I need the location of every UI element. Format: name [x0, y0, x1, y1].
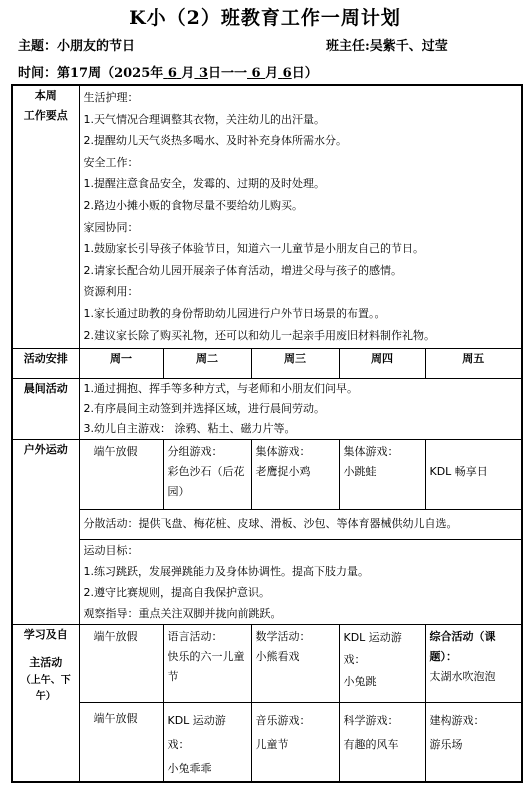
- study-r2-fri: 建构游戏： 游乐场: [425, 702, 522, 782]
- outdoor-label: 户外运动: [12, 439, 79, 624]
- morning-line: 3.幼儿自主游戏： 涂鸦、粘土、磁力片等。: [83, 421, 296, 435]
- outdoor-scattered-row: [12, 509, 522, 539]
- outdoor-thu: 集体游戏： 小跳蛙: [339, 439, 425, 509]
- study-r1-tue: 语言活动： 快乐的六一儿童节: [163, 624, 251, 702]
- time-line: [18, 62, 318, 81]
- page-title: K小（2）班教育工作一周计划: [129, 7, 401, 29]
- time-sep: 日一一: [207, 66, 247, 81]
- outdoor-mon: 端午放假: [79, 439, 163, 509]
- outdoor-scattered: 分散活动：提供飞盘、梅花桩、皮球、滑板、沙包、等体育器械供幼儿自选。: [79, 509, 522, 539]
- study-r2-mon: 端午放假: [79, 702, 163, 782]
- time-start-month: 6: [167, 66, 177, 81]
- morning-row: [12, 378, 522, 439]
- study-r1-fri: 综合活动（课题）： 太湖水吹泡泡: [425, 624, 522, 702]
- morning-line: 2.有序晨间主动签到并选择区域，进行晨间劳动。: [83, 401, 325, 415]
- study-r2-tue: KDL 运动游戏： 小兔乖乖: [163, 702, 251, 782]
- morning-line: 1.通过拥抱、挥手等多种方式，与老师和小朋友们问早。: [83, 381, 358, 395]
- day-header-wed: 周三: [251, 348, 339, 378]
- focus-content: [79, 85, 522, 348]
- study-r1-mon: 端午放假: [79, 624, 163, 702]
- focus-line: 1.鼓励家长引导孩子体验节日，知道六一儿童节是小朋友自己的节日。: [83, 242, 424, 256]
- study-row-2: [12, 702, 522, 782]
- focus-line: 1.家长通过助教的身份帮助幼儿园进行户外节日场景的布置。。: [83, 306, 386, 320]
- focus-line: 2.建议家长除了购买礼物，还可以和幼儿一起亲手用废旧材料制作礼物。: [83, 328, 435, 342]
- focus-label: 本周 工作要点: [12, 85, 79, 348]
- schedule-label: 活动安排: [12, 348, 79, 378]
- time-start-day: 3: [198, 66, 208, 81]
- focus-row: [12, 85, 522, 348]
- day-header-tue: 周二: [163, 348, 251, 378]
- focus-line: 2.路边小摊小贩的食物尽量不要给幼儿购买。: [83, 198, 303, 212]
- focus-line: 家园协同：: [83, 220, 139, 234]
- time-end-month: 6: [251, 66, 261, 81]
- study-r2-wed: 音乐游戏： 儿童节: [251, 702, 339, 782]
- outdoor-goals-row: [12, 539, 522, 624]
- morning-content: [79, 378, 522, 439]
- morning-label: 晨间活动: [12, 378, 79, 439]
- time-month-char-2: 月: [265, 66, 279, 81]
- theme-label: 主题：小朋友的节日: [18, 39, 136, 54]
- study-r1-thu: KDL 运动游戏： 小兔跳: [339, 624, 425, 702]
- study-r2-thu: 科学游戏： 有趣的风车: [339, 702, 425, 782]
- outdoor-tue: 分组游戏： 彩色沙石（后花园）: [163, 439, 251, 509]
- time-suffix: 日）: [291, 66, 318, 81]
- weekly-plan-table: [11, 84, 523, 783]
- focus-line: 资源利用：: [83, 285, 139, 299]
- outdoor-wed: 集体游戏： 老鹰捉小鸡: [251, 439, 339, 509]
- focus-line: 1.天气情况合理调整其衣物，关注幼儿的出汗量。: [83, 112, 325, 126]
- outdoor-days-row: [12, 439, 522, 509]
- study-r1-wed: 数学活动： 小熊看戏: [251, 624, 339, 702]
- outdoor-fri: KDL 畅享日: [425, 439, 522, 509]
- day-header-mon: 周一: [79, 348, 163, 378]
- time-month-char-1: 月: [181, 66, 195, 81]
- focus-line: 安全工作：: [83, 155, 139, 169]
- day-header-fri: 周五: [425, 348, 522, 378]
- goal-line: 观察指导：重点关注双脚并拢向前跳跃。: [83, 606, 282, 620]
- goal-line: 2.遵守比赛规则，提高自我保护意识。: [83, 585, 270, 599]
- focus-line: 生活护理：: [83, 91, 139, 104]
- outdoor-goals: [79, 539, 522, 624]
- goal-line: 运动目标：: [83, 543, 139, 557]
- focus-line: 2.提醒幼儿天气炎热多喝水、及时补充身体所需水分。: [83, 134, 347, 148]
- time-prefix: 时间：第17周（2025年: [18, 66, 164, 81]
- study-label: 学习及自 主活动 （上午、下午）: [12, 624, 79, 782]
- goal-line: 1.练习跳跃，发展弹跳能力及身体协调性。提高下肢力量。: [83, 564, 369, 578]
- study-row-1: [12, 624, 522, 702]
- schedule-header-row: [12, 348, 522, 378]
- focus-line: 1.提醒注意食品安全，发霉的、过期的及时处理。: [83, 177, 325, 191]
- day-header-thu: 周四: [339, 348, 425, 378]
- teacher-label: 班主任:吴紫千、过莹: [326, 39, 448, 54]
- focus-line: 2.请家长配合幼儿园开展亲子体育活动，增进父母与孩子的感情。: [83, 263, 402, 277]
- time-end-day: 6: [282, 66, 292, 81]
